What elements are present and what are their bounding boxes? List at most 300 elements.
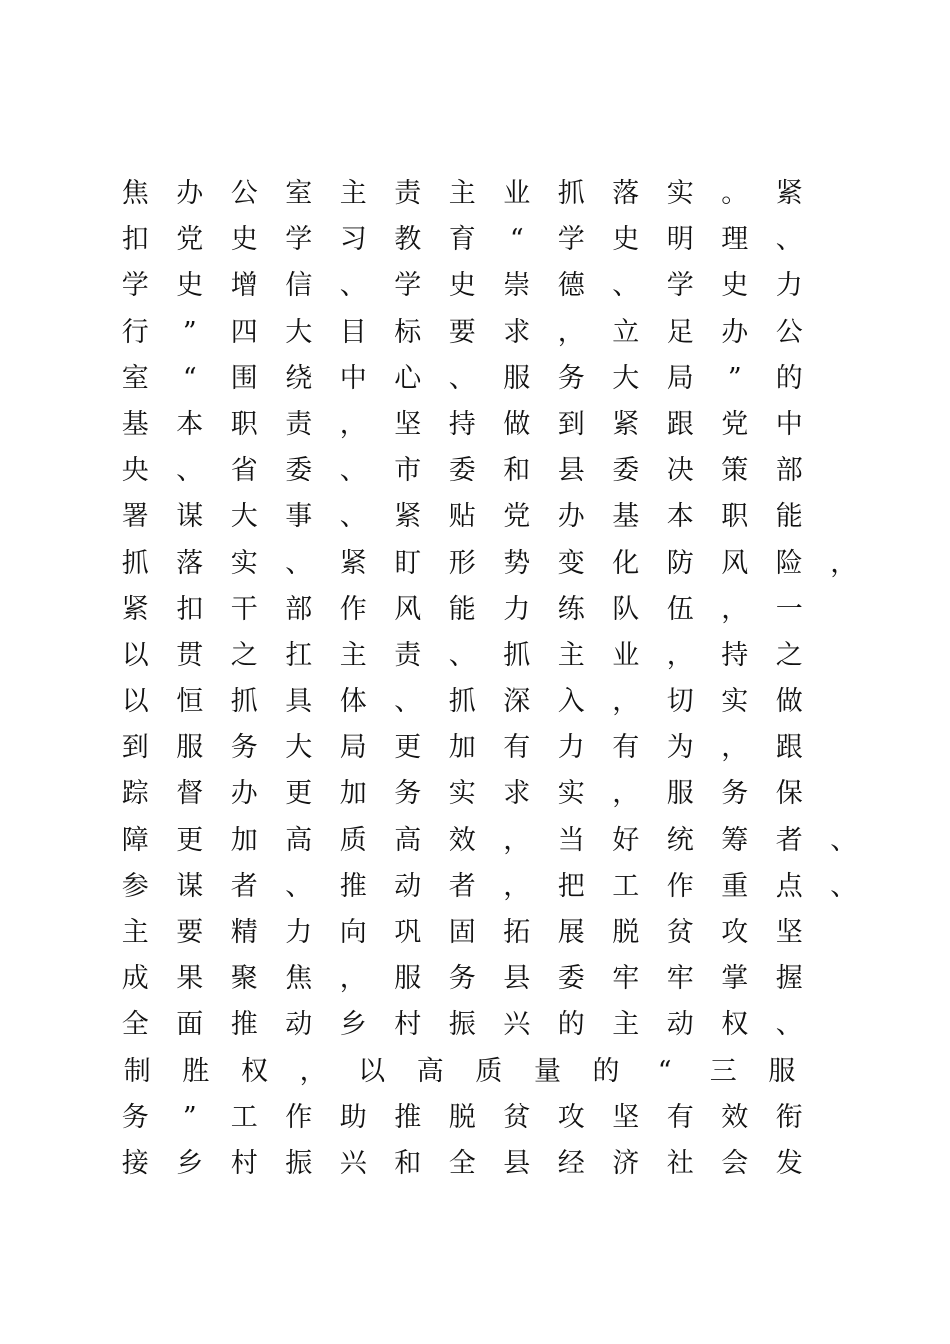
text-char: 的 xyxy=(592,1055,620,1087)
text-char: 学 xyxy=(121,270,149,302)
text-char: 者 xyxy=(775,824,803,856)
text-char: 拓 xyxy=(503,917,531,948)
text-char: 理 xyxy=(721,224,749,256)
text-line xyxy=(108,1049,868,1095)
text-char: 目 xyxy=(339,316,367,348)
text-char: 果 xyxy=(176,963,204,995)
text-char: 教 xyxy=(394,224,422,256)
text-char: 到 xyxy=(121,732,149,764)
text-char: 发 xyxy=(775,1147,803,1179)
text-char: 务 xyxy=(121,1101,149,1133)
text-char: 大 xyxy=(612,362,640,394)
text-char: 信 xyxy=(285,270,313,302)
text-char: 效 xyxy=(721,1101,749,1133)
text-char: 制 xyxy=(123,1055,151,1087)
text-char: 落 xyxy=(612,178,640,209)
text-char: 室 xyxy=(285,178,313,209)
text-char: 衔 xyxy=(775,1101,803,1133)
text-char: 之 xyxy=(775,639,803,671)
text-char: 兴 xyxy=(339,1147,367,1179)
text-char: 更 xyxy=(285,778,313,810)
text-char: 有 xyxy=(666,1101,694,1133)
text-char: 本 xyxy=(666,501,694,533)
text-char: 贫 xyxy=(503,1101,531,1133)
text-char: 市 xyxy=(394,455,422,487)
text-char: 部 xyxy=(285,593,313,625)
text-char: 的 xyxy=(557,1009,585,1041)
text-char: 足 xyxy=(666,316,694,348)
text-char: ， xyxy=(557,316,585,348)
text-char: 做 xyxy=(775,686,803,718)
text-char: 史 xyxy=(448,270,476,302)
text-char: 主 xyxy=(339,178,367,209)
text-char: 有 xyxy=(503,732,531,764)
text-char: ， xyxy=(339,408,367,440)
text-char: 险 xyxy=(775,547,803,579)
text-char: 变 xyxy=(557,547,585,579)
text-char: 责 xyxy=(394,639,422,671)
text-char: 务 xyxy=(448,963,476,995)
text-char: 落 xyxy=(176,547,204,579)
text-char: 面 xyxy=(176,1009,204,1041)
text-char: 作 xyxy=(339,593,367,625)
text-char: 部 xyxy=(775,455,803,487)
text-char: 质 xyxy=(339,824,367,856)
text-char: 抓 xyxy=(448,686,476,718)
text-char: 扛 xyxy=(285,639,313,671)
text-char: 党 xyxy=(503,501,531,533)
text-char: 抓 xyxy=(503,639,531,671)
text-char: 势 xyxy=(503,547,531,579)
text-char: 、 xyxy=(339,270,367,302)
text-char: 脱 xyxy=(448,1101,476,1133)
text-char: ， xyxy=(830,547,858,579)
text-char: 力 xyxy=(285,917,313,948)
text-char: 党 xyxy=(176,224,204,256)
text-char: 更 xyxy=(176,824,204,856)
text-char: 本 xyxy=(176,408,204,440)
text-char: 史 xyxy=(230,224,258,256)
text-char: 能 xyxy=(775,501,803,533)
text-char: 统 xyxy=(666,824,694,856)
text-char: 服 xyxy=(503,362,531,394)
text-char: 学 xyxy=(394,270,422,302)
text-char: 室 xyxy=(121,362,149,394)
text-char: 的 xyxy=(775,362,803,394)
text-char: 巩 xyxy=(394,917,422,948)
text-char: 要 xyxy=(176,917,204,948)
text-char: 风 xyxy=(394,593,422,625)
text-char: 立 xyxy=(612,316,640,348)
text-char: 聚 xyxy=(230,963,258,995)
text-char: 为 xyxy=(666,732,694,764)
text-char: 围 xyxy=(230,362,258,394)
text-char: 以 xyxy=(358,1055,386,1087)
text-line xyxy=(108,217,868,263)
text-char: 一 xyxy=(775,593,803,625)
text-char: 督 xyxy=(176,778,204,810)
text-char: 具 xyxy=(285,686,313,718)
text-char: 动 xyxy=(394,870,422,902)
text-char: 绕 xyxy=(285,362,313,394)
text-char: 全 xyxy=(448,1147,476,1179)
text-char: 力 xyxy=(775,270,803,302)
text-char: 县 xyxy=(557,455,585,487)
text-char: 坚 xyxy=(394,408,422,440)
text-char: 习 xyxy=(339,224,367,256)
text-char: 扣 xyxy=(176,593,204,625)
text-char: ， xyxy=(299,1055,327,1087)
text-char: 和 xyxy=(394,1147,422,1179)
text-char: 基 xyxy=(612,501,640,533)
text-char: 好 xyxy=(612,824,640,856)
text-char: 要 xyxy=(448,316,476,348)
text-char: 效 xyxy=(448,824,476,856)
text-char: 固 xyxy=(448,917,476,948)
text-char: 加 xyxy=(339,778,367,810)
text-char: 干 xyxy=(230,593,258,625)
text-char: 中 xyxy=(775,408,803,440)
text-char: 到 xyxy=(557,408,585,440)
text-char: 求 xyxy=(503,778,531,810)
text-char: 办 xyxy=(721,316,749,348)
text-char: 体 xyxy=(339,686,367,718)
text-char: 史 xyxy=(176,270,204,302)
text-char: 委 xyxy=(285,455,313,487)
text-char: 坚 xyxy=(612,1101,640,1133)
text-char: 持 xyxy=(721,639,749,671)
text-char: 紧 xyxy=(394,501,422,533)
text-char: 胜 xyxy=(182,1055,210,1087)
text-char: 局 xyxy=(339,732,367,764)
text-char: 以 xyxy=(121,639,149,671)
text-char: 业 xyxy=(503,178,531,209)
text-line xyxy=(108,1095,868,1141)
text-char: 全 xyxy=(121,1009,149,1041)
text-char: 委 xyxy=(448,455,476,487)
text-char: 重 xyxy=(721,870,749,902)
text-char: 求 xyxy=(503,316,531,348)
text-char: 、 xyxy=(448,639,476,671)
text-char: 保 xyxy=(775,778,803,810)
text-line xyxy=(108,587,868,633)
text-char: 会 xyxy=(721,1147,749,1179)
text-char: “ xyxy=(182,362,197,394)
text-line xyxy=(108,448,868,494)
text-char: 谋 xyxy=(176,501,204,533)
text-char: 责 xyxy=(285,408,313,440)
text-char: 大 xyxy=(285,316,313,348)
text-char: 、 xyxy=(830,870,858,902)
text-char: 练 xyxy=(557,593,585,625)
text-line xyxy=(108,356,868,402)
text-char: 动 xyxy=(666,1009,694,1041)
text-char: 办 xyxy=(557,501,585,533)
text-char: 脱 xyxy=(612,917,640,948)
text-char: 务 xyxy=(721,778,749,810)
text-char: 学 xyxy=(285,224,313,256)
text-char: 策 xyxy=(721,455,749,487)
text-char: 主 xyxy=(448,178,476,209)
text-line xyxy=(108,910,868,956)
text-char: 力 xyxy=(557,732,585,764)
text-char: 主 xyxy=(612,1009,640,1041)
text-line xyxy=(108,494,868,540)
text-char: 史 xyxy=(721,270,749,302)
text-char: 大 xyxy=(285,732,313,764)
text-char: ， xyxy=(612,778,640,810)
text-char: 更 xyxy=(394,732,422,764)
text-char: 、 xyxy=(830,824,858,856)
text-char: 接 xyxy=(121,1147,149,1179)
text-char: 者 xyxy=(448,870,476,902)
text-char: 、 xyxy=(176,455,204,487)
text-char: 办 xyxy=(230,778,258,810)
text-char: 央 xyxy=(121,455,149,487)
text-char: 抓 xyxy=(121,547,149,579)
text-char: 化 xyxy=(612,547,640,579)
text-char: 紧 xyxy=(775,178,803,209)
text-char: 攻 xyxy=(721,917,749,948)
text-line xyxy=(108,310,868,356)
text-char: 力 xyxy=(503,593,531,625)
text-char: 、 xyxy=(775,224,803,256)
text-char: 学 xyxy=(557,224,585,256)
text-char: ” xyxy=(182,316,197,348)
text-char: 业 xyxy=(612,639,640,671)
text-char: 抓 xyxy=(557,178,585,209)
text-char: 推 xyxy=(339,870,367,902)
text-line xyxy=(108,725,868,771)
text-char: 高 xyxy=(394,824,422,856)
text-char: 服 xyxy=(768,1055,796,1087)
text-char: “ xyxy=(509,224,524,256)
text-line xyxy=(108,402,868,448)
text-char: 、 xyxy=(285,547,313,579)
text-char: 攻 xyxy=(557,1101,585,1133)
text-char: 深 xyxy=(503,686,531,718)
text-char: 增 xyxy=(230,270,258,302)
text-char: 紧 xyxy=(612,408,640,440)
text-char: 县 xyxy=(503,963,531,995)
text-char: 崇 xyxy=(503,270,531,302)
text-char: 经 xyxy=(557,1147,585,1179)
text-char: 作 xyxy=(285,1101,313,1133)
text-char: 坚 xyxy=(775,917,803,948)
text-char: 紧 xyxy=(339,547,367,579)
text-char: 主 xyxy=(339,639,367,671)
text-char: 决 xyxy=(666,455,694,487)
text-char: ， xyxy=(666,639,694,671)
text-char: 动 xyxy=(285,1009,313,1041)
text-line xyxy=(108,1002,868,1048)
text-char: 恒 xyxy=(176,686,204,718)
text-char: 精 xyxy=(230,917,258,948)
text-char: 之 xyxy=(230,639,258,671)
text-char: 成 xyxy=(121,963,149,995)
text-char: 服 xyxy=(394,963,422,995)
text-char: 、 xyxy=(285,870,313,902)
text-char: ， xyxy=(503,870,531,902)
text-line xyxy=(108,1141,868,1187)
text-char: 抓 xyxy=(230,686,258,718)
text-char: 形 xyxy=(448,547,476,579)
text-char: 服 xyxy=(176,732,204,764)
text-char: 村 xyxy=(230,1147,258,1179)
text-char: 学 xyxy=(666,270,694,302)
text-char: 公 xyxy=(775,316,803,348)
text-char: ” xyxy=(182,1101,197,1133)
text-char: 点 xyxy=(775,870,803,902)
text-char: 局 xyxy=(666,362,694,394)
text-char: 委 xyxy=(557,963,585,995)
text-char: 兴 xyxy=(503,1009,531,1041)
text-char: 主 xyxy=(557,639,585,671)
text-char: 主 xyxy=(121,917,149,948)
text-char: 量 xyxy=(533,1055,561,1087)
text-char: 高 xyxy=(285,824,313,856)
text-char: 实 xyxy=(448,778,476,810)
text-char: 公 xyxy=(230,178,258,209)
text-char: 中 xyxy=(339,362,367,394)
text-char: 实 xyxy=(230,547,258,579)
text-char: 大 xyxy=(230,501,258,533)
text-char: 加 xyxy=(448,732,476,764)
text-char: 谋 xyxy=(176,870,204,902)
text-char: 把 xyxy=(557,870,585,902)
text-char: 委 xyxy=(612,455,640,487)
text-char: 扣 xyxy=(121,224,149,256)
text-char: 入 xyxy=(557,686,585,718)
text-char: 、 xyxy=(394,686,422,718)
text-char: 踪 xyxy=(121,778,149,810)
text-char: 切 xyxy=(666,686,694,718)
text-char: ， xyxy=(503,824,531,856)
text-char: 和 xyxy=(503,455,531,487)
body-text xyxy=(108,171,868,1187)
text-char: 者 xyxy=(230,870,258,902)
text-char: 参 xyxy=(121,870,149,902)
text-char: 振 xyxy=(448,1009,476,1041)
text-char: 务 xyxy=(557,362,585,394)
text-char: 防 xyxy=(666,547,694,579)
text-char: 振 xyxy=(285,1147,313,1179)
text-char: 、 xyxy=(448,362,476,394)
text-char: ， xyxy=(612,686,640,718)
text-char: 四 xyxy=(230,316,258,348)
text-char: 服 xyxy=(666,778,694,810)
text-char: 掌 xyxy=(721,963,749,995)
text-char: 伍 xyxy=(666,593,694,625)
text-char: 行 xyxy=(121,316,149,348)
text-char: 推 xyxy=(394,1101,422,1133)
text-char: 跟 xyxy=(666,408,694,440)
text-line xyxy=(108,679,868,725)
text-char: 推 xyxy=(230,1009,258,1041)
text-char: 党 xyxy=(721,408,749,440)
text-char: 社 xyxy=(666,1147,694,1179)
text-char: 牢 xyxy=(666,963,694,995)
text-char: “ xyxy=(657,1055,672,1087)
text-char: 当 xyxy=(557,824,585,856)
text-line xyxy=(108,633,868,679)
text-char: ” xyxy=(727,362,742,394)
text-line xyxy=(108,818,868,864)
text-char: 心 xyxy=(394,362,422,394)
text-char: 做 xyxy=(503,408,531,440)
text-char: 标 xyxy=(394,316,422,348)
text-char: ， xyxy=(721,732,749,764)
text-char: 牢 xyxy=(612,963,640,995)
text-char: 有 xyxy=(612,732,640,764)
text-char: 史 xyxy=(612,224,640,256)
text-char: 基 xyxy=(121,408,149,440)
text-char: 责 xyxy=(394,178,422,209)
text-char: 障 xyxy=(121,824,149,856)
text-char: 贴 xyxy=(448,501,476,533)
text-char: ， xyxy=(339,963,367,995)
text-char: 风 xyxy=(721,547,749,579)
text-char: 育 xyxy=(448,224,476,256)
text-char: 乡 xyxy=(176,1147,204,1179)
text-char: 实 xyxy=(666,178,694,209)
text-char: 三 xyxy=(709,1055,737,1087)
text-char: 向 xyxy=(339,917,367,948)
text-line xyxy=(108,263,868,309)
text-char: 。 xyxy=(721,178,749,209)
text-char: 工 xyxy=(612,870,640,902)
text-char: 工 xyxy=(230,1101,258,1133)
text-char: 盯 xyxy=(394,547,422,579)
text-char: 加 xyxy=(230,824,258,856)
text-char: 紧 xyxy=(121,593,149,625)
text-char: 作 xyxy=(666,870,694,902)
text-char: 助 xyxy=(339,1101,367,1133)
text-char: 、 xyxy=(339,501,367,533)
text-char: 事 xyxy=(285,501,313,533)
text-char: 署 xyxy=(121,501,149,533)
text-char: 德 xyxy=(557,270,585,302)
text-char: 、 xyxy=(612,270,640,302)
text-char: 贯 xyxy=(176,639,204,671)
text-char: 村 xyxy=(394,1009,422,1041)
text-char: 实 xyxy=(557,778,585,810)
text-char: 职 xyxy=(230,408,258,440)
text-char: 展 xyxy=(557,917,585,948)
text-char: 质 xyxy=(475,1055,503,1087)
text-char: 、 xyxy=(775,1009,803,1041)
text-char: 高 xyxy=(416,1055,444,1087)
text-char: 办 xyxy=(176,178,204,209)
text-char: 权 xyxy=(721,1009,749,1041)
text-char: 省 xyxy=(230,455,258,487)
text-char: 、 xyxy=(339,455,367,487)
text-char: 持 xyxy=(448,408,476,440)
text-line xyxy=(108,956,868,1002)
text-char: 明 xyxy=(666,224,694,256)
text-char: 焦 xyxy=(285,963,313,995)
text-char: 务 xyxy=(230,732,258,764)
text-line xyxy=(108,771,868,817)
text-char: 乡 xyxy=(339,1009,367,1041)
text-char: 握 xyxy=(775,963,803,995)
text-char: 跟 xyxy=(775,732,803,764)
text-char: 焦 xyxy=(121,178,149,209)
text-char: 筹 xyxy=(721,824,749,856)
text-char: 以 xyxy=(121,686,149,718)
text-char: 实 xyxy=(721,686,749,718)
text-char: 权 xyxy=(240,1055,268,1087)
